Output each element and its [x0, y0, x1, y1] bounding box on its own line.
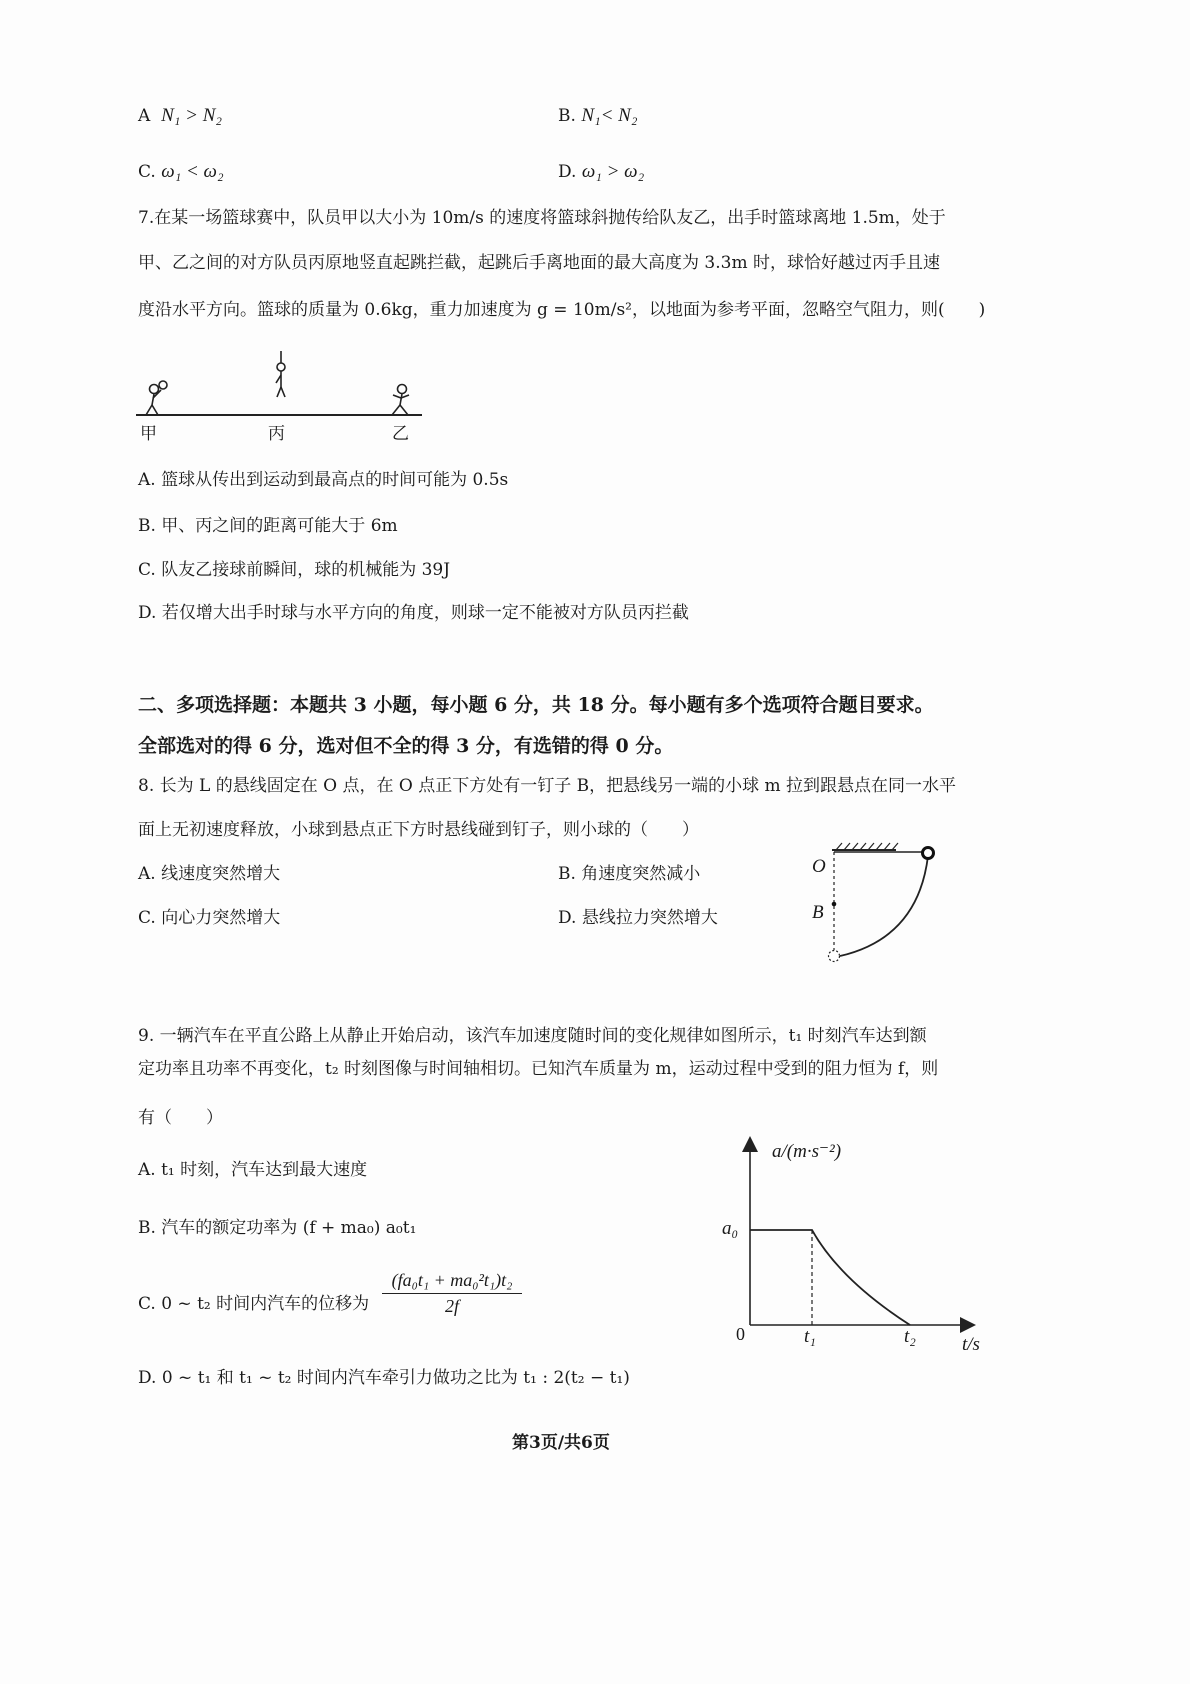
q7-option-b: B. 甲、丙之间的距离可能大于 6m: [138, 516, 398, 536]
q7-line-2: 甲、乙之间的对方队员丙原地竖直起跳拦截，起跳后手离地面的最大高度为 3.3m 时，球恰好越过丙手且速: [138, 253, 940, 273]
q6-option-c: C. ω₁ < ω₂: [138, 161, 224, 182]
q9-option-b: B. 汽车的额定功率为 (f + ma₀) a₀t₁: [138, 1218, 417, 1238]
player-jia-icon: [146, 381, 167, 415]
graph-t1-label: t₁: [804, 1326, 816, 1347]
section2-heading-line-2: 全部选对的得 6 分，选对但不全的得 3 分，有选错的得 0 分。: [138, 735, 674, 757]
q7-line-3: 度沿水平方向。篮球的质量为 0.6kg，重力加速度为 g = 10m/s²，以地面为参考平面，忽略空气阻力，则( ): [138, 300, 986, 320]
q6-option-a: A N₁ > N₂: [138, 105, 222, 126]
q9-line-3: 有（ ）: [138, 1108, 223, 1128]
q8-label-b: B: [812, 902, 824, 923]
fraction-denominator: 2f: [444, 1296, 459, 1316]
q9-option-d: D. 0 ~ t₁ 和 t₁ ~ t₂ 时间内汽车牵引力做功之比为 t₁ : 2(t₂ − t₁): [138, 1368, 630, 1388]
q7-line-1: 7.在某一场篮球赛中，队员甲以大小为 10m/s 的速度将篮球斜抛传给队友乙，出手时篮球离地 1.5m，处于: [138, 208, 946, 228]
acceleration-curve: [750, 1230, 910, 1325]
q6-option-d: D. ω₁ > ω₂: [558, 161, 645, 182]
q8-label-o: O: [812, 856, 826, 877]
q8-option-a: A. 线速度突然增大: [138, 864, 281, 884]
q8-line-2: 面上无初速度释放，小球到悬点正下方时悬线碰到钉子，则小球的（ ）: [138, 820, 699, 840]
graph-x-label: t/s: [962, 1334, 980, 1355]
fraction-numerator: (fa₀t₁ + ma₀²t₁)t₂: [382, 1270, 522, 1294]
nail-icon: [832, 902, 837, 907]
q9-option-c: C. 0 ~ t₂ 时间内汽车的位移为: [138, 1294, 370, 1314]
q7-option-a: A. 篮球从传出到运动到最高点的时间可能为 0.5s: [138, 470, 509, 490]
ball-icon: [923, 848, 934, 859]
page-number: 第3页/共6页: [512, 1433, 610, 1453]
q9-acceleration-graph: [720, 1130, 1000, 1365]
q9-line-2: 定功率且功率不再变化，t₂ 时刻图像与时间轴相切。已知汽车质量为 m，运动过程中受到的阻力恒为 f，则: [138, 1059, 939, 1079]
q6-option-b: B. N₁< N₂: [558, 105, 638, 126]
q8-option-c: C. 向心力突然增大: [138, 908, 281, 928]
graph-a0-label: a₀: [722, 1218, 739, 1239]
q7-option-d: D. 若仅增大出手时球与水平方向的角度，则球一定不能被对方队员丙拦截: [138, 603, 689, 623]
q8-option-b: B. 角速度突然减小: [558, 864, 701, 884]
graph-origin-label: 0: [736, 1324, 745, 1344]
graph-y-label: a/(m·s⁻²): [772, 1141, 842, 1162]
q8-option-d: D. 悬线拉力突然增大: [558, 908, 718, 928]
q9-line-1: 9. 一辆汽车在平直公路上从静止开始启动，该汽车加速度随时间的变化规律如图所示，t₁ 时刻汽车达到额: [138, 1026, 927, 1046]
q7-label-bing: 丙: [268, 424, 285, 444]
q7-label-yi: 乙: [392, 424, 409, 444]
player-yi-icon: [392, 385, 409, 416]
q9-option-a: A. t₁ 时刻，汽车达到最大速度: [138, 1160, 368, 1180]
graph-t2-label: t₂: [904, 1326, 916, 1347]
player-bing-icon: [276, 351, 285, 397]
section2-heading-line-1: 二、多项选择题：本题共 3 小题，每小题 6 分，共 18 分。每小题有多个选项符合题目要求。: [138, 694, 934, 716]
q9-option-c-fraction: [382, 1270, 522, 1317]
q7-label-jia: 甲: [140, 424, 157, 444]
q7-option-c: C. 队友乙接球前瞬间，球的机械能为 39J: [138, 560, 451, 580]
q8-line-1: 8. 长为 L 的悬线固定在 O 点，在 O 点正下方处有一钉子 B，把悬线另一端的小球 m 拉到跟悬点在同一水平: [138, 776, 957, 796]
